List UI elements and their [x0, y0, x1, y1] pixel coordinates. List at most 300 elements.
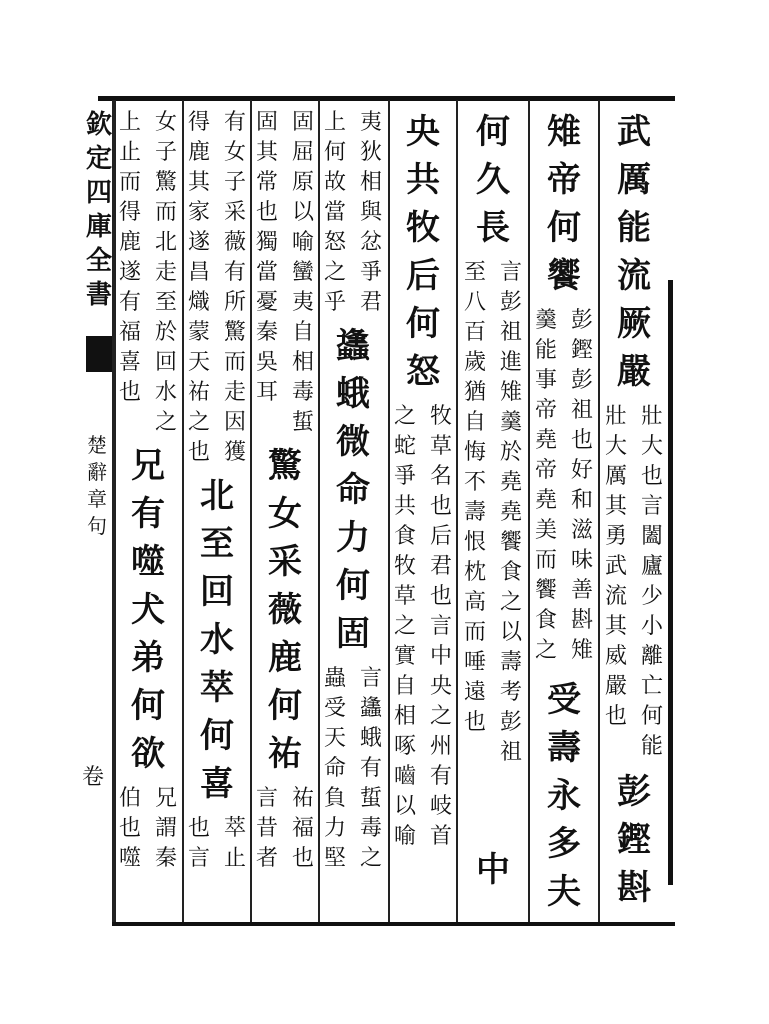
- glyph: 相: [393, 704, 416, 729]
- glyph: 憂: [255, 290, 278, 315]
- glyph: 何: [476, 112, 510, 152]
- glyph: 楚: [87, 433, 107, 457]
- frame-top-border: [98, 96, 675, 101]
- glyph: 其: [187, 170, 210, 195]
- glyph: 昌: [187, 260, 210, 285]
- glyph: 驚: [268, 446, 302, 486]
- glyph: 祐: [291, 786, 314, 811]
- commentary-pair: [117, 784, 179, 874]
- glyph: 走: [223, 380, 246, 405]
- glyph: 雉: [499, 380, 522, 405]
- glyph: 原: [291, 170, 314, 195]
- glyph: 共: [406, 160, 440, 200]
- main-text: [403, 108, 443, 396]
- glyph: 蟲: [323, 666, 346, 691]
- glyph: 高: [463, 590, 486, 615]
- glyph: 考: [499, 680, 522, 705]
- glyph: 噬: [131, 542, 165, 582]
- glyph: 啄: [393, 734, 416, 759]
- glyph: 喻: [393, 824, 416, 849]
- glyph: 獨: [255, 230, 278, 255]
- glyph: 堯: [499, 500, 522, 525]
- main-text: [473, 846, 513, 894]
- glyph: 爭: [393, 464, 416, 489]
- main-text: [614, 108, 654, 396]
- glyph: 食: [534, 608, 557, 633]
- glyph: 女: [223, 140, 246, 165]
- glyph: 而: [154, 200, 177, 225]
- glyph: 有: [223, 110, 246, 135]
- glyph: 相: [359, 170, 382, 195]
- commentary-line: [222, 108, 248, 468]
- glyph: 草: [393, 584, 416, 609]
- glyph: 北: [200, 476, 234, 516]
- column-rule: [318, 100, 320, 922]
- glyph: 言: [187, 846, 210, 871]
- glyph: 家: [187, 200, 210, 225]
- glyph: 有: [131, 494, 165, 534]
- glyph: 歲: [463, 350, 486, 375]
- glyph: 蠭: [336, 326, 370, 366]
- commentary-line: [186, 814, 212, 874]
- glyph: 采: [223, 200, 246, 225]
- glyph: 壽: [499, 650, 522, 675]
- glyph: 永: [547, 776, 581, 816]
- glyph: 喜: [118, 350, 141, 375]
- text-column-6: [254, 108, 316, 874]
- glyph: 所: [223, 290, 246, 315]
- glyph: 怒: [406, 352, 440, 392]
- glyph: 壽: [463, 500, 486, 525]
- frame-right-border: [668, 280, 673, 885]
- glyph: 雉: [570, 638, 593, 663]
- glyph: 之: [187, 410, 210, 435]
- glyph: 唾: [463, 650, 486, 675]
- glyph: 君: [429, 554, 452, 579]
- glyph: 祐: [268, 734, 302, 774]
- glyph: 而: [223, 350, 246, 375]
- glyph: 獲: [223, 440, 246, 465]
- text-column-7: [186, 108, 248, 874]
- glyph: 雉: [547, 112, 581, 152]
- commentary-line: [186, 108, 212, 468]
- glyph: 鏗: [570, 338, 593, 363]
- commentary-pair: [462, 258, 524, 768]
- glyph: 少: [640, 584, 663, 609]
- glyph: 秦: [255, 320, 278, 345]
- glyph: 牧: [429, 404, 452, 429]
- glyph: 也: [118, 816, 141, 841]
- glyph: 相: [291, 350, 314, 375]
- glyph: 子: [154, 140, 177, 165]
- commentary-line: [392, 402, 418, 852]
- glyph: 彭: [570, 368, 593, 393]
- glyph: 於: [499, 440, 522, 465]
- glyph: 謂: [154, 816, 177, 841]
- glyph: 當: [255, 260, 278, 285]
- glyph: 蒙: [187, 320, 210, 345]
- glyph: 祖: [570, 398, 593, 423]
- main-text: [128, 442, 168, 778]
- glyph: 不: [463, 470, 486, 495]
- glyph: 有: [429, 764, 452, 789]
- glyph: 走: [154, 260, 177, 285]
- glyph: 章: [87, 487, 107, 511]
- glyph: 之: [393, 404, 416, 429]
- glyph: 久: [476, 160, 510, 200]
- glyph: 忿: [359, 230, 382, 255]
- glyph: 有: [223, 260, 246, 285]
- commentary-line: [322, 664, 348, 874]
- column-rule: [250, 100, 252, 922]
- glyph: 當: [323, 200, 346, 225]
- glyph: 全: [85, 246, 112, 276]
- glyph: 與: [359, 200, 382, 225]
- glyph: 自: [393, 674, 416, 699]
- glyph: 事: [534, 368, 557, 393]
- glyph: 蛇: [393, 434, 416, 459]
- glyph: 屈: [291, 140, 314, 165]
- glyph: 耳: [255, 380, 278, 405]
- commentary-line: [153, 784, 179, 874]
- glyph: 自: [463, 410, 486, 435]
- glyph: 弟: [131, 638, 165, 678]
- glyph: 八: [463, 290, 486, 315]
- glyph: 何: [336, 566, 370, 606]
- glyph: 共: [393, 494, 416, 519]
- glyph: 故: [323, 170, 346, 195]
- glyph: 回: [154, 350, 177, 375]
- glyph: 多: [547, 824, 581, 864]
- glyph: 闔: [640, 524, 663, 549]
- glyph: 也: [118, 380, 141, 405]
- glyph: 進: [499, 350, 522, 375]
- glyph: 回: [200, 572, 234, 612]
- text-column-2-tail: [534, 676, 594, 916]
- glyph: 威: [604, 644, 627, 669]
- glyph: 蠭: [359, 696, 382, 721]
- glyph: 嚴: [617, 352, 651, 392]
- glyph: 流: [617, 256, 651, 296]
- glyph: 后: [429, 524, 452, 549]
- page-number: 卷: [81, 765, 104, 790]
- glyph: 中: [476, 850, 510, 890]
- column-rule: [182, 100, 184, 922]
- glyph: 之: [154, 410, 177, 435]
- glyph: 也: [187, 816, 210, 841]
- main-text: [197, 472, 237, 808]
- text-column-2: [534, 108, 594, 666]
- glyph: 其: [604, 494, 627, 519]
- glyph: 也: [429, 494, 452, 519]
- main-text: [265, 442, 305, 778]
- glyph: 力: [323, 816, 346, 841]
- glyph: 也: [187, 440, 210, 465]
- commentary-line: [603, 402, 629, 762]
- glyph: 福: [291, 816, 314, 841]
- glyph: 名: [429, 464, 452, 489]
- glyph: 饗: [534, 578, 557, 603]
- glyph: 固: [255, 110, 278, 135]
- glyph: 祐: [187, 380, 210, 405]
- glyph: 善: [570, 578, 593, 603]
- glyph: 饗: [499, 530, 522, 555]
- glyph: 牧: [393, 554, 416, 579]
- column-rule: [598, 100, 600, 922]
- glyph: 以: [499, 620, 522, 645]
- commentary-pair: [186, 108, 248, 468]
- glyph: 庫: [85, 212, 112, 242]
- glyph: 熾: [187, 290, 210, 315]
- glyph: 何: [131, 686, 165, 726]
- glyph: 句: [87, 514, 107, 538]
- glyph: 猶: [463, 380, 486, 405]
- glyph: 牧: [406, 208, 440, 248]
- glyph: 和: [570, 488, 593, 513]
- text-column-4: [392, 108, 454, 852]
- commentary-line: [322, 108, 348, 318]
- glyph: 噬: [118, 846, 141, 871]
- glyph: 驚: [154, 170, 177, 195]
- glyph: 天: [323, 726, 346, 751]
- glyph: 毒: [359, 816, 382, 841]
- glyph: 食: [499, 560, 522, 585]
- glyph: 遂: [187, 230, 210, 255]
- glyph: 也: [640, 464, 663, 489]
- glyph: 而: [534, 548, 557, 573]
- glyph: 廬: [640, 554, 663, 579]
- glyph: 好: [570, 458, 593, 483]
- glyph: 彭: [499, 710, 522, 735]
- glyph: 其: [255, 140, 278, 165]
- glyph: 負: [323, 786, 346, 811]
- glyph: 之: [429, 704, 452, 729]
- glyph: 夫: [547, 872, 581, 912]
- text-column-8: [116, 108, 180, 874]
- glyph: 命: [336, 470, 370, 510]
- glyph: 薇: [268, 590, 302, 630]
- glyph: 力: [336, 518, 370, 558]
- glyph: 能: [640, 734, 663, 759]
- commentary-line: [358, 664, 384, 874]
- glyph: 央: [406, 112, 440, 152]
- glyph: 央: [429, 674, 452, 699]
- commentary-line: [358, 108, 384, 318]
- commentary-line: [222, 814, 248, 874]
- glyph: 亡: [640, 674, 663, 699]
- glyph: 於: [154, 320, 177, 345]
- glyph: 斟: [617, 868, 651, 908]
- glyph: 嚴: [604, 674, 627, 699]
- commentary-line: [153, 108, 179, 438]
- frame-bottom-border: [112, 922, 675, 926]
- glyph: 四: [85, 178, 112, 208]
- glyph: 蛾: [359, 726, 382, 751]
- glyph: 彭: [617, 772, 651, 812]
- commentary-line: [428, 402, 454, 852]
- glyph: 大: [604, 434, 627, 459]
- text-column-1-tail: [604, 768, 664, 912]
- glyph: 子: [223, 170, 246, 195]
- commentary-line: [533, 306, 559, 666]
- glyph: 羹: [499, 410, 522, 435]
- glyph: 離: [640, 644, 663, 669]
- glyph: 女: [154, 110, 177, 135]
- glyph: 能: [617, 208, 651, 248]
- glyph: 君: [359, 290, 382, 315]
- glyph: 蜇: [359, 786, 382, 811]
- commentary-line: [254, 784, 280, 874]
- main-text: [544, 108, 584, 300]
- glyph: 夷: [291, 290, 314, 315]
- glyph: 堯: [499, 470, 522, 495]
- glyph: 也: [463, 710, 486, 735]
- commentary-line: [254, 108, 280, 438]
- glyph: 食: [393, 524, 416, 549]
- column-rule: [388, 100, 390, 922]
- text-column-3: [462, 108, 524, 768]
- commentary-pair: [322, 664, 384, 874]
- glyph: 受: [547, 680, 581, 720]
- glyph: 言: [429, 614, 452, 639]
- glyph: 得: [118, 200, 141, 225]
- glyph: 壯: [604, 404, 627, 429]
- commentary-pair: [322, 108, 384, 318]
- text-column-5: [322, 108, 384, 874]
- glyph: 言: [499, 260, 522, 285]
- glyph: 薇: [223, 230, 246, 255]
- glyph: 兄: [154, 786, 177, 811]
- glyph: 之: [359, 846, 382, 871]
- commentary-line: [569, 306, 595, 666]
- glyph: 欲: [131, 734, 165, 774]
- glyph: 止: [118, 140, 141, 165]
- glyph: 也: [255, 200, 278, 225]
- glyph: 斟: [570, 608, 593, 633]
- glyph: 微: [336, 422, 370, 462]
- main-text: [614, 768, 654, 912]
- glyph: 止: [223, 846, 246, 871]
- glyph: 味: [570, 548, 593, 573]
- glyph: 欽: [85, 110, 112, 140]
- glyph: 何: [547, 208, 581, 248]
- glyph: 彭: [499, 290, 522, 315]
- glyph: 之: [534, 638, 557, 663]
- glyph: 堯: [534, 428, 557, 453]
- glyph: 中: [429, 644, 452, 669]
- glyph: 之: [323, 260, 346, 285]
- commentary-line: [639, 402, 665, 762]
- glyph: 帝: [534, 398, 557, 423]
- glyph: 長: [476, 208, 510, 248]
- glyph: 毒: [291, 380, 314, 405]
- glyph: 天: [187, 350, 210, 375]
- glyph: 而: [463, 620, 486, 645]
- commentary-pair: [392, 402, 454, 852]
- text-column-1: [604, 108, 664, 762]
- glyph: 百: [463, 320, 486, 345]
- glyph: 上: [118, 110, 141, 135]
- glyph: 怒: [323, 230, 346, 255]
- glyph: 流: [604, 584, 627, 609]
- glyph: 何: [640, 704, 663, 729]
- text-column-3-tail: [462, 846, 524, 894]
- glyph: 吳: [255, 350, 278, 375]
- glyph: 言: [359, 666, 382, 691]
- glyph: 美: [534, 518, 557, 543]
- glyph: 饗: [547, 256, 581, 296]
- glyph: 至: [200, 524, 234, 564]
- glyph: 蛾: [336, 374, 370, 414]
- glyph: 有: [359, 756, 382, 781]
- glyph: 之: [499, 590, 522, 615]
- glyph: 受: [323, 696, 346, 721]
- glyph: 壽: [547, 728, 581, 768]
- glyph: 勇: [604, 524, 627, 549]
- glyph: 其: [604, 614, 627, 639]
- glyph: 有: [118, 290, 141, 315]
- glyph: 言: [640, 494, 663, 519]
- glyph: 固: [336, 614, 370, 654]
- glyph: 壯: [640, 404, 663, 429]
- commentary-pair: [254, 108, 316, 438]
- glyph: 上: [323, 110, 346, 135]
- column-rule: [456, 100, 458, 922]
- glyph: 以: [393, 794, 416, 819]
- glyph: 喻: [291, 230, 314, 255]
- glyph: 犬: [131, 590, 165, 630]
- glyph: 兄: [131, 446, 165, 486]
- glyph: 者: [255, 846, 278, 871]
- glyph: 昔: [255, 816, 278, 841]
- glyph: 岐: [429, 794, 452, 819]
- glyph: 之: [393, 614, 416, 639]
- commentary-line: [117, 108, 143, 438]
- glyph: 水: [154, 380, 177, 405]
- glyph: 而: [118, 170, 141, 195]
- glyph: 也: [570, 428, 593, 453]
- glyph: 小: [640, 614, 663, 639]
- glyph: 武: [604, 554, 627, 579]
- commentary-line: [498, 258, 524, 768]
- glyph: 也: [291, 846, 314, 871]
- column-rule: [528, 100, 530, 922]
- glyph: 狄: [359, 140, 382, 165]
- banxin-title: [84, 108, 114, 312]
- glyph: 何: [323, 140, 346, 165]
- main-text: [544, 676, 584, 916]
- glyph: 何: [200, 716, 234, 756]
- glyph: 何: [406, 304, 440, 344]
- glyph: 水: [200, 620, 234, 660]
- glyph: 厥: [617, 304, 651, 344]
- glyph: 遂: [118, 260, 141, 285]
- glyph: 實: [393, 644, 416, 669]
- glyph: 命: [323, 756, 346, 781]
- commentary-pair: [533, 306, 595, 666]
- glyph: 至: [463, 260, 486, 285]
- glyph: 喜: [200, 764, 234, 804]
- glyph: 祖: [499, 320, 522, 345]
- glyph: 得: [187, 110, 210, 135]
- running-head: [84, 432, 110, 540]
- glyph: 也: [429, 584, 452, 609]
- commentary-line: [290, 784, 316, 874]
- commentary-line: [290, 108, 316, 438]
- glyph: 言: [255, 786, 278, 811]
- glyph: 帝: [534, 458, 557, 483]
- glyph: 北: [154, 230, 177, 255]
